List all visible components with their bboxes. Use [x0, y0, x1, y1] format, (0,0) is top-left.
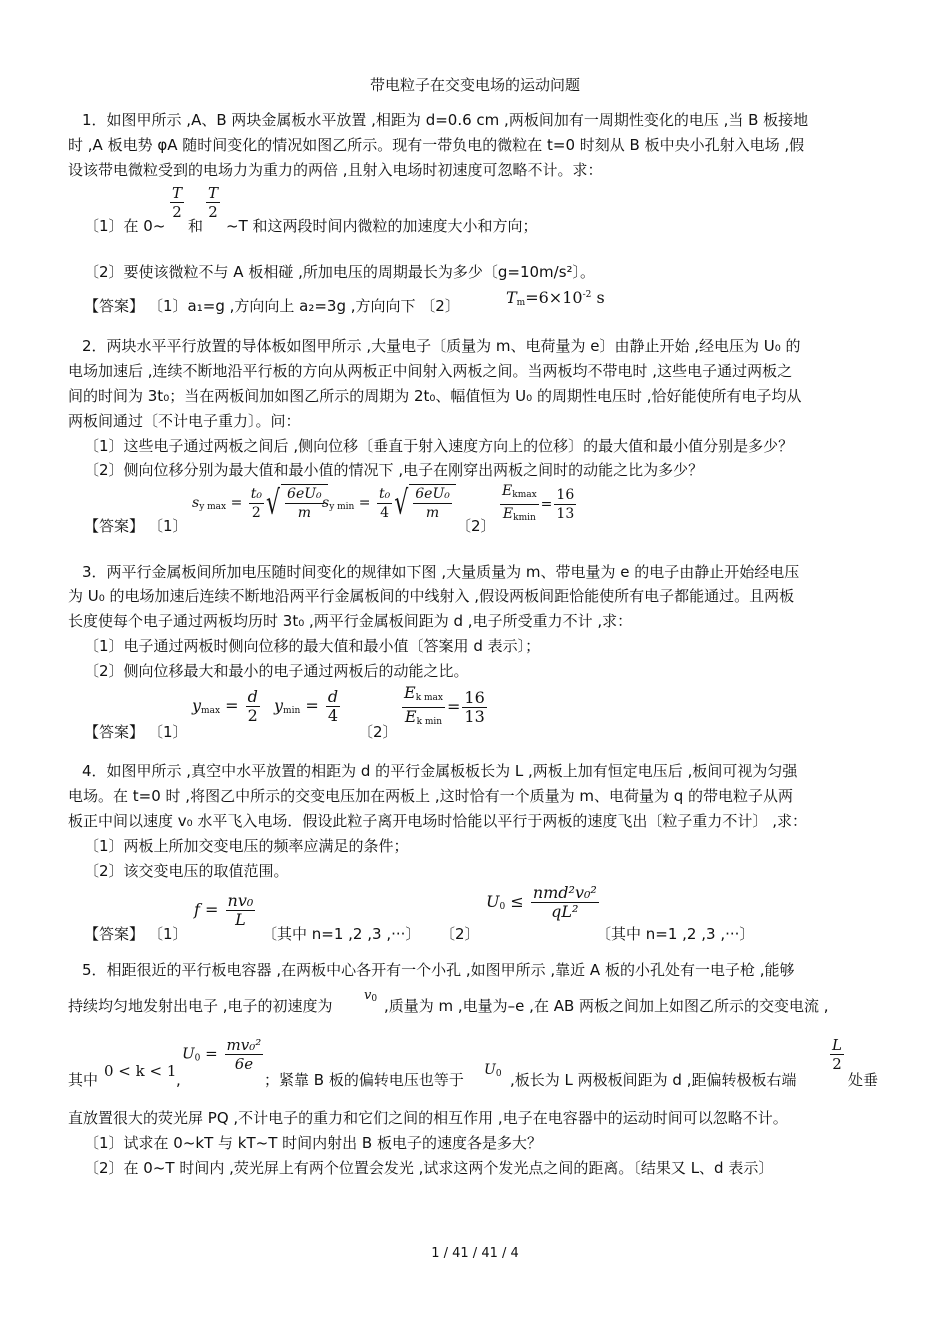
q5-formula-u0: $U_0$ = $\frac{\text{mv₀²}}{6e}$ — [182, 1036, 262, 1073]
q1-sub-2: 〔2〕要使该微粒不与 A 板相碰 ,所加电压的周期最长为多少〔g=10m/s²〕。 — [84, 263, 596, 281]
ek-sub: kmin — [513, 513, 536, 523]
period-unit: s — [596, 288, 605, 307]
q1-line-3: 设该带电微粒受到的电场力为重力的两倍 ,且射入电场时初速度可忽略不计。求： — [68, 161, 603, 179]
ratio-num: 16 — [556, 487, 575, 503]
y-sub: max — [201, 706, 221, 716]
period-symbol: T — [506, 288, 517, 307]
q2-line-2: 电场加速后 ,连续不断地沿平行板的方向从两板正中间射入两板之间。当两板均不带电时 ,这些电子通过两板之 — [68, 362, 793, 380]
frac-num: t₀ — [250, 485, 262, 502]
q4-line-2: 电场。在 t=0 时 ,将图乙中所示的交变电压加在两板上 ,这时恰有一个质量为 m、电荷量为 q 的带电粒子从两 — [68, 787, 794, 805]
q5-line-3-end: 处垂 — [848, 1071, 879, 1089]
q5-line-3-mid2: ,板长为 L 两极板间距为 d ,距偏转极板右端 — [510, 1071, 797, 1089]
frac-num: d — [247, 687, 258, 706]
q5-k-range: 0 < k < 1 — [104, 1062, 177, 1080]
q1-answer-text: 〔1〕a₁=g ,方向向上 a₂=3g ,方向向下 〔2〕 — [148, 297, 460, 315]
q3-formula-ymax: $y_{max}$ = $\frac{d}{2}$ — [192, 687, 258, 725]
q2-sub-1: 〔1〕这些电子通过两板之间后 ,侧向位移〔垂直于射入速度方向上的位移〕的最大值和最小值分别是多少？ — [84, 437, 794, 455]
frac-den: 2 — [832, 1055, 842, 1073]
q5-line-3-start: 其中 — [68, 1071, 99, 1089]
ratio-num: 16 — [464, 688, 485, 707]
q3-line-1: 3．两平行金属板间所加电压随时间变化的规律如下图 ,大量质量为 m、带电量为 e 的电子由静止开始经电压 — [82, 563, 800, 581]
q1-sub-1-and: 和 — [188, 217, 204, 235]
q5-line-4: 直放置很大的荧光屏 PQ ,不计电子的重力和它们之间的相互作用 ,电子在电容器中的运动时间可以忽略不计。 — [68, 1109, 788, 1127]
q2-answer-part-1: 〔1〕 — [148, 517, 188, 535]
q5-sub-2: 〔2〕在 0~T 时间内 ,荧光屏上有两个位置会发光 ,试求这两个发光点之间的距离。〔结果又 L、d 表示〕 — [84, 1159, 774, 1177]
y-symbol: y — [274, 696, 284, 715]
frac-den: 2 — [251, 504, 261, 521]
q2-formula-ek-ratio: $\frac{E_{kmax}}{E_{kmin}}$ = $\frac{16}{13}$ — [502, 483, 575, 523]
frac-num: T — [172, 184, 183, 202]
ratio-den: 13 — [556, 506, 575, 522]
y-sub: min — [283, 706, 301, 716]
rad-den: m — [297, 505, 311, 521]
q1-frac-t-over-2-a — [168, 184, 186, 221]
u-sub: 0 — [194, 1053, 201, 1064]
q2-sub-2: 〔2〕侧向位移分别为最大值和最小值的情况下 ,电子在刚穿出两板之间时的动能之比为多少？ — [84, 461, 704, 479]
q4-line-3: 板正中间以速度 v₀ 水平飞入电场．假设此粒子离开电场时恰能以平行于两板的速度飞出〔粒子重力不计〕 ,求： — [68, 812, 807, 830]
q1-answer-period — [506, 288, 605, 308]
q1-line-2: 时 ,A 板电势 φA 随时间变化的情况如图乙所示。现有一带负电的微粒在 t=0 时刻从 B 板中央小孔射入电场 ,假 — [68, 136, 805, 154]
ek-symbol: E — [502, 506, 514, 522]
q2-answer-label: 【答案】 — [84, 517, 145, 535]
q2-line-4: 两板间通过〔不计电子重力〕。问： — [68, 412, 301, 430]
frac-num: nmd²v₀² — [532, 883, 597, 902]
q5-line-2-start: 持续均匀地发射出电子 ,电子的初速度为 — [68, 997, 333, 1015]
u-symbol: U — [182, 1044, 195, 1063]
v-sub: 0 — [371, 994, 378, 1004]
frac-num: mv₀² — [226, 1036, 262, 1054]
page-footer: 1 / 41 / 41 / 4 — [431, 1246, 519, 1261]
q2-line-3: 间的时间为 3t₀；当在两板间加如图乙所示的周期为 2t₀、幅值恒为 U₀ 的周期性电压时 ,恰好能使所有电子均从 — [68, 387, 802, 405]
ek-sub: kmax — [512, 490, 537, 500]
frac-num: d — [327, 687, 339, 706]
q1-answer-label: 【答案】 — [84, 297, 145, 315]
q4-formula-frequency: f = $\frac{\text{nv₀}}{L}$ — [194, 891, 254, 929]
q3-answer-label: 【答案】 — [84, 723, 145, 741]
u-symbol: U — [486, 892, 500, 911]
q3-formula-ymin: $y_{min}$ = $\frac{d}{4}$ — [274, 687, 339, 725]
frac-num: nv₀ — [227, 891, 254, 910]
q4-note-2: 〔其中 n=1 ,2 ,3 ,···〕 — [596, 925, 755, 943]
u-sub: 0 — [495, 1069, 502, 1079]
ek-sub: k max — [415, 693, 443, 703]
frac-num: T — [208, 184, 219, 202]
v-symbol: v — [364, 988, 372, 1003]
q5-comma: , — [176, 1071, 181, 1089]
q1-frac-t-over-2-b — [204, 184, 222, 221]
rad-num: 6eU₀ — [287, 486, 322, 502]
q4-sub-2: 〔2〕该交变电压的取值范围。 — [84, 862, 289, 880]
s-symbol: s — [322, 495, 330, 511]
f-symbol: f — [194, 900, 200, 919]
q3-answer-part-1: 〔1〕 — [148, 723, 188, 741]
q5-line-1: 5．相距很近的平行板电容器 ,在两板中心各开有一个小孔 ,如图甲所示 ,靠近 A 板的小孔处有一电子枪 ,能够 — [82, 961, 795, 979]
q3-line-2: 为 U₀ 的电场加速后连续不断地沿两平行金属板间的中线射入 ,假设两板间距恰能使所有电子都能通过。且两板 — [68, 587, 795, 605]
q4-note-1: 〔其中 n=1 ,2 ,3 ,···〕 — [262, 925, 421, 943]
q3-formula-ek-ratio: $\frac{E_{k max}}{E_{k min}}$ = $\frac{16}{13}$ — [404, 683, 485, 727]
q5-line-3-mid: ；紧靠 B 板的偏转电压也等于 — [264, 1071, 464, 1089]
frac-num: L — [832, 1036, 842, 1054]
s-sub: y min — [329, 502, 355, 512]
q5-u0-inline — [484, 1062, 502, 1079]
q3-line-3: 长度使每个电子通过两板均历时 3t₀ ,两平行金属板间距为 d ,电子所受重力不计 ,求： — [68, 612, 633, 630]
rad-den: m — [425, 505, 440, 521]
q4-answer-part-1: 〔1〕 — [148, 925, 188, 943]
q4-line-1: 4．如图甲所示 ,真空中水平放置的相距为 d 的平行金属板板长为 L ,两板上加有恒定电压后 ,板间可视为匀强 — [82, 762, 798, 780]
q5-line-2-end: ,质量为 m ,电量为–e ,在 AB 两板之间加上如图乙所示的交变电流 , — [384, 997, 829, 1015]
q4-answer-label: 【答案】 — [84, 925, 145, 943]
q5-v0 — [364, 988, 377, 1004]
s-sub: y max — [199, 502, 227, 512]
u-symbol: U — [484, 1062, 496, 1078]
q4-answer-part-2: 〔2〕 — [440, 925, 480, 943]
frac-den: 2 — [208, 203, 218, 221]
q5-sub-1: 〔1〕试求在 0~kT 与 kT~T 时间内射出 B 板电子的速度各是多大？ — [84, 1134, 542, 1152]
rad-num: 6eU₀ — [415, 486, 450, 502]
frac-den: 2 — [247, 706, 258, 725]
page-title: 带电粒子在交变电场的运动问题 — [369, 76, 580, 94]
q5-frac-l-over-2 — [828, 1036, 846, 1073]
frac-den: 6e — [234, 1055, 254, 1073]
ek-symbol: E — [502, 483, 513, 499]
frac-num: t₀ — [378, 485, 391, 502]
frac-den: 2 — [172, 203, 182, 221]
q3-sub-1: 〔1〕电子通过两板时侧向位移的最大值和最小值〔答案用 d 表示〕； — [84, 637, 541, 655]
q3-answer-part-2: 〔2〕 — [358, 723, 398, 741]
q2-formula-symax: $s_{y max}$ = $\frac{\text{t₀}}{2}$ √ $\frac{\text{6eU₀}}{m}$ — [192, 484, 328, 522]
q1-line-1: 1．如图甲所示 ,A、B 两块金属板水平放置 ,相距为 d=0.6 cm ,两板间加有一周期性变化的电压 ,当 B 板接地 — [82, 111, 809, 129]
s-symbol: s — [192, 495, 200, 511]
ek-symbol: E — [404, 707, 417, 726]
ek-sub: k min — [416, 717, 443, 727]
q2-answer-part-2: 〔2〕 — [456, 517, 496, 535]
period-exp: -2 — [582, 290, 592, 300]
frac-den: L — [235, 910, 246, 929]
q1-sub-1-start: 〔1〕在 0~ — [84, 217, 166, 235]
frac-den: 4 — [327, 706, 339, 725]
frac-den: 4 — [380, 504, 390, 521]
ek-symbol: E — [404, 683, 416, 702]
period-sub: m — [516, 298, 526, 308]
q4-sub-1: 〔1〕两板上所加交变电压的频率应满足的条件； — [84, 837, 409, 855]
q4-formula-voltage: $U_0$ ≤ $\frac{\text{nmd²v₀²}}{\text{qL²}}$ — [486, 883, 597, 921]
y-symbol: y — [192, 696, 202, 715]
q1-sub-1-end: ~T 和这两段时间内微粒的加速度大小和方向； — [226, 217, 538, 235]
u-sub: 0 — [499, 902, 506, 912]
period-value: =6×10 — [525, 288, 583, 307]
q2-formula-symin: $s_{y min}$ = $\frac{\text{t₀}}{4}$ √ $\frac{\text{6eU₀}}{m}$ — [322, 484, 456, 522]
q3-sub-2: 〔2〕侧向位移最大和最小的电子通过两板后的动能之比。 — [84, 662, 469, 680]
q2-line-1: 2．两块水平平行放置的导体板如图甲所示 ,大量电子〔质量为 m、电荷量为 e〕由静止开始 ,经电压为 U₀ 的 — [82, 337, 801, 355]
frac-den: qL² — [551, 902, 579, 921]
ratio-den: 13 — [464, 707, 485, 726]
